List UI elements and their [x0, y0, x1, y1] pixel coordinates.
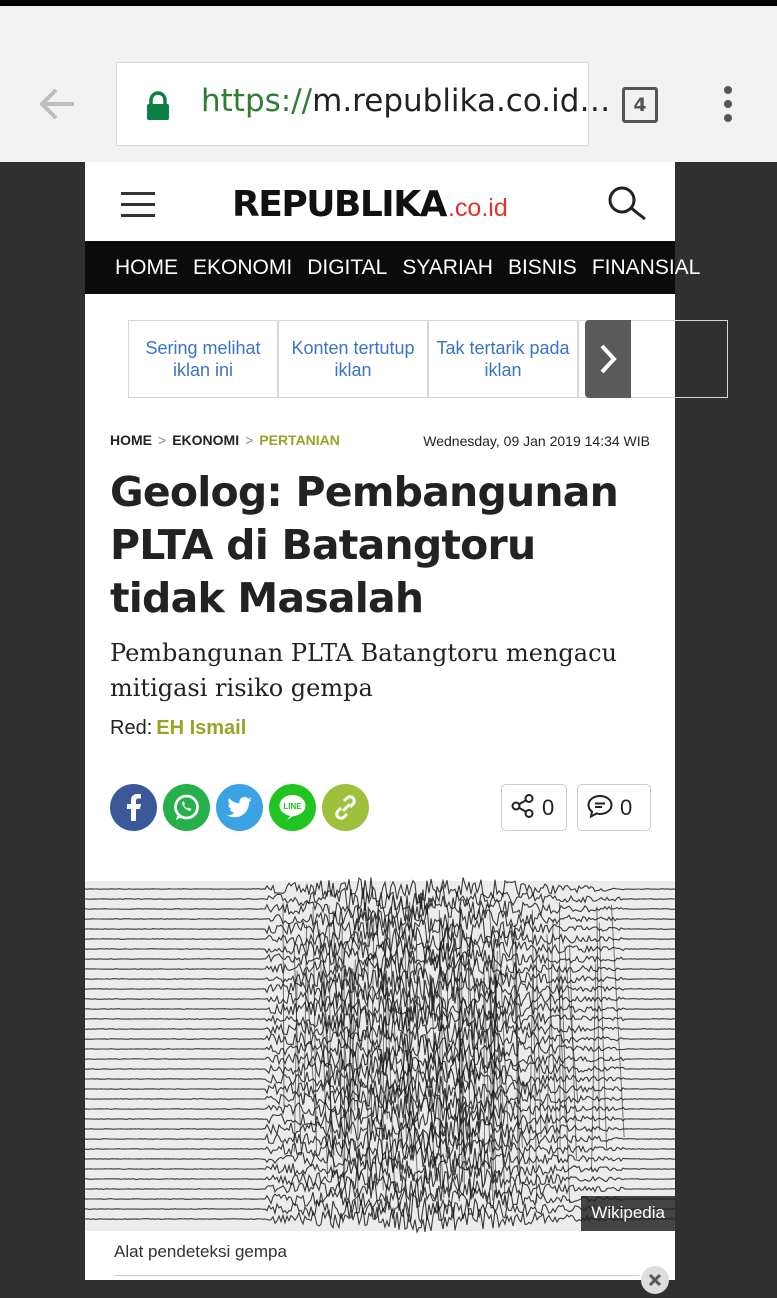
breadcrumb-home[interactable]: HOME — [110, 432, 152, 448]
nav-item-ekonomi[interactable]: EKONOMI — [193, 241, 292, 294]
twitter-icon[interactable] — [216, 784, 263, 831]
comment-count-button[interactable] — [577, 784, 651, 831]
site-header — [85, 162, 675, 241]
editor-name[interactable]: EH Ismail — [156, 717, 246, 739]
url-host: m.republika.co.id… — [312, 83, 610, 119]
share-icon — [510, 793, 536, 823]
web-page — [85, 162, 675, 1280]
hamburger-icon[interactable] — [121, 192, 155, 218]
link-icon[interactable] — [322, 784, 369, 831]
breadcrumb-separator: > — [158, 432, 166, 448]
back-arrow-icon[interactable] — [34, 82, 82, 126]
article-image[interactable] — [85, 881, 675, 1231]
breadcrumb — [110, 432, 340, 448]
ad-feedback-option[interactable]: Sering melihat iklan ini — [128, 320, 278, 398]
comment-icon — [586, 793, 614, 823]
chevron-right-icon[interactable] — [585, 320, 631, 398]
nav-item-digital[interactable]: DIGITAL — [307, 241, 387, 294]
site-logo[interactable] — [232, 184, 508, 225]
share-count-button[interactable] — [501, 784, 567, 831]
article-title: Geolog: Pembangunan PLTA di Batangtoru tidak Masalah — [110, 466, 650, 625]
tab-switcher-button[interactable]: 4 — [622, 87, 658, 123]
editor-label: Red: — [110, 717, 152, 739]
line-icon[interactable] — [269, 784, 316, 831]
article-subtitle: Pembangunan PLTA Batangtoru mengacu mitigasi risiko gempa — [110, 636, 650, 706]
breadcrumb-pertanian[interactable]: PERTANIAN — [259, 432, 340, 448]
facebook-icon[interactable] — [110, 784, 157, 831]
nav-item-syariah[interactable]: SYARIAH — [402, 241, 493, 294]
image-caption: Alat pendeteksi gempa — [114, 1242, 287, 1262]
search-icon[interactable] — [605, 184, 651, 224]
svg-text:LINE: LINE — [283, 802, 302, 811]
ad-feedback-panel — [128, 320, 590, 398]
logo-tld: .co.id — [448, 194, 508, 222]
breadcrumb-separator: > — [245, 432, 253, 448]
nav-item-bisnis[interactable]: BISNIS — [508, 241, 577, 294]
url-text — [201, 83, 581, 119]
lock-icon — [145, 91, 171, 121]
editor-line — [110, 717, 246, 740]
ad-feedback-option[interactable]: Tak tertarik pada iklan — [428, 320, 578, 398]
seismogram-illustration — [85, 881, 675, 1231]
share-count: 0 — [542, 795, 554, 821]
publish-date: Wednesday, 09 Jan 2019 14:34 WIB — [423, 433, 650, 449]
close-icon[interactable] — [641, 1266, 669, 1294]
overflow-menu-icon[interactable] — [718, 86, 738, 126]
logo-main: REPUBLIKA — [232, 184, 446, 225]
address-bar[interactable] — [116, 62, 589, 146]
image-credit: Wikipedia — [581, 1196, 675, 1231]
nav-item-finansial[interactable]: FINANSIAL — [592, 241, 701, 294]
browser-toolbar — [0, 6, 777, 162]
whatsapp-icon[interactable] — [163, 784, 210, 831]
divider — [114, 1275, 639, 1276]
ad-feedback-option[interactable]: Konten tertutup iklan — [278, 320, 428, 398]
section-nav — [85, 241, 675, 294]
nav-item-home[interactable]: HOME — [115, 241, 178, 294]
comment-count: 0 — [620, 795, 632, 821]
breadcrumb-ekonomi[interactable]: EKONOMI — [172, 432, 239, 448]
url-scheme: https:// — [201, 83, 312, 119]
